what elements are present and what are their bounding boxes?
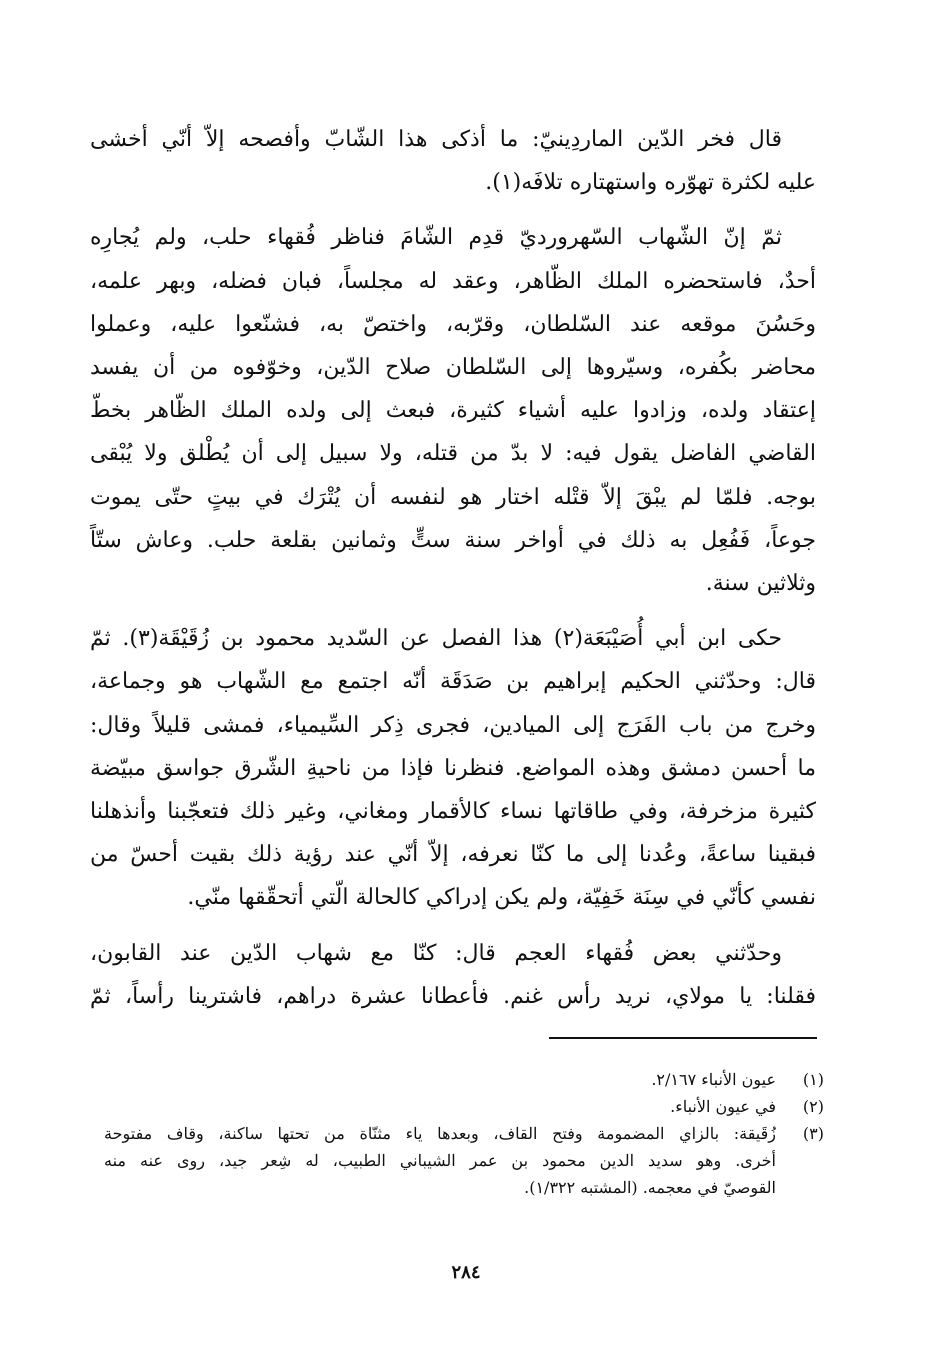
text-line: وخرج من باب الفَرَج إلى الميادين، فجرى ذِكر السِّيمياء، فمشى قليلاً وقال: [90, 712, 816, 738]
footnote-text [104, 1093, 776, 1120]
footnote-3 [104, 1120, 824, 1201]
text-line: فقلنا: يا مولاي، نريد رأس غنم. فأعطانا عشرة دراهم، فاشترينا رأساً، ثمّ [90, 983, 816, 1009]
text-line: جوعاً، فَفُعِل به ذلك في أواخر سنة ستٍّ وثمانين بقلعة حلب. وعاش ستّاً [90, 527, 816, 553]
text-line: إعتقاد ولده، وزادوا عليه أشياء كثيرة، فبعث إلى ولده الملك الظّاهر بخطّ [90, 398, 816, 424]
footnote-2 [104, 1093, 824, 1120]
text-line: في عيون الأنباء. [670, 1097, 776, 1116]
text-line: عيون الأنباء ٢/١٦٧. [651, 1070, 776, 1089]
text-line: فبقينا ساعةً، وعُدنا إلى ما كنّا نعرفه، إلاّ أنّي عند رؤية ذلك بقيت أحسّ من [90, 842, 816, 868]
text-line: كثيرة مزخرفة، وفي طاقاتها نساء كالأقمار ومغاني، وغير ذلك فتعجّبنا وأنذهلنا [90, 799, 816, 825]
text-line: وحدّثني بعض فُقهاء العجم قال: كنّا مع شهاب الدّين عند القابون، [90, 940, 782, 966]
text-line: قال: وحدّثني الحكيم إبراهيم بن صَدَقَة أنّه اجتمع مع الشّهاب هو وجماعة، [90, 669, 816, 695]
text-line: أحدٌ، فاستحضره الملك الظّاهر، وعقد له مجلساً، فبان فضله، وبهر علمه، [90, 268, 816, 294]
footnotes [104, 1066, 824, 1201]
text-line: زُقَيقة: بالزاي المضمومة وفتح القاف، وبعدها ياء مثنّاة من تحتها ساكنة، وقاف مفتوحة [104, 1124, 776, 1143]
text-line: وحَسُنَ موقعه عند السّلطان، وقرّبه، واختصّ به، فشنّعوا عليه، وعملوا [90, 311, 816, 337]
footnote-number: (١) [802, 1070, 824, 1089]
text-line: القاضي الفاضل يقول فيه: لا بدّ من قتله، ولا سبيل إلى أن يُطْلق ولا يُبْقى [90, 441, 816, 467]
paragraph-1 [90, 118, 816, 204]
paragraph-2 [90, 216, 816, 605]
text-line: حكى ابن أبي أُصَيْبَعَة(٢) هذا الفصل عن السّديد محمود بن زُقَيْقَة(٣). ثمّ [90, 626, 782, 652]
footnote-text [104, 1066, 776, 1093]
text-line: محاضر بكُفره، وسيّروها إلى السّلطان صلاح الدّين، وخوّفوه من أن يفسد [90, 355, 817, 381]
footnote-separator [549, 1037, 817, 1039]
footnote-1 [104, 1066, 824, 1093]
page-number: ٢٨٤ [451, 1262, 481, 1283]
footnote-text [104, 1120, 776, 1201]
text-line: قال فخر الدّين الماردِينيّ: ما أذكى هذا الشّابّ وأفصحه إلاّ أنّي أخشى [90, 127, 782, 152]
paragraph-3 [90, 617, 816, 919]
text-line: ما أحسن دمشق وهذه المواضع. فنظرنا فإذا من ناحيةِ الشّرق جواسق مبيّضة [90, 755, 816, 781]
text-line: نفسي كأنّي في سِنَة خَفِيّة، ولم يكن إدراكي كالحالة الّتي أتحقّقها منّي. [187, 885, 816, 911]
footnote-number: (٢) [802, 1097, 824, 1116]
text-line: أخرى. وهو سديد الدين محمود بن عمر الشيباني الطبيب، له شِعر جيد، روى عنه منه [104, 1151, 776, 1170]
main-text [90, 118, 816, 1030]
text-line: ثمّ إنّ الشّهاب السّهرورديّ قدِم الشّامَ فناظر فُقهاء حلب، ولم يُجارِه [90, 225, 782, 251]
text-line: عليه لكثرة تهوّره واستهتاره تلافَه(١). [485, 170, 816, 196]
text-line: القوصيّ في معجمه. (المشتبه ١/٣٢٢). [524, 1178, 776, 1197]
text-line: وثلاثين سنة. [705, 571, 816, 597]
footnote-number: (٣) [802, 1124, 824, 1143]
text-line: بوجه. فلمّا لم يبْقَ إلاّ قتْله اختار هو لنفسه أن يُتْرَك في بيتٍ حتّى يموت [90, 484, 816, 510]
paragraph-4 [90, 932, 816, 1018]
